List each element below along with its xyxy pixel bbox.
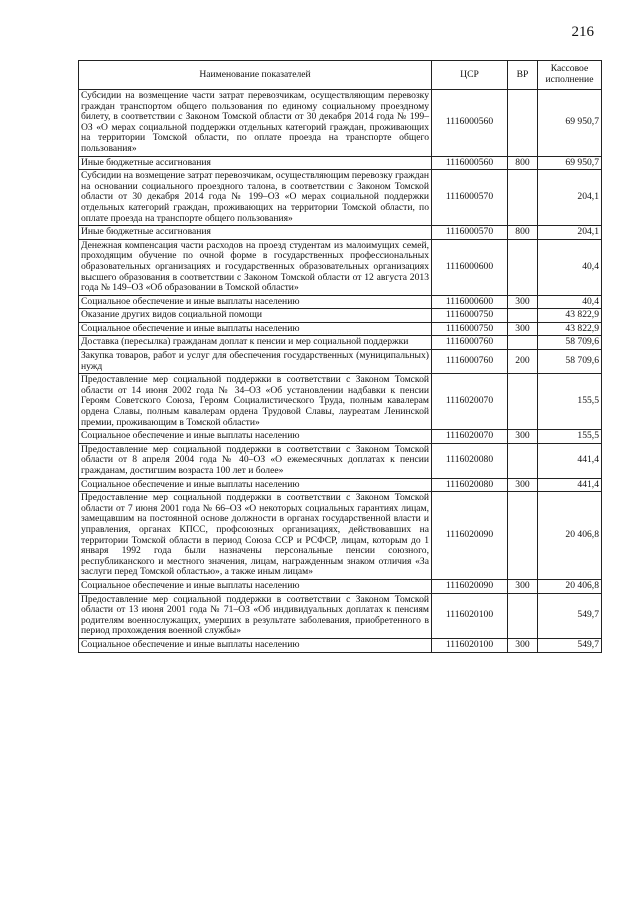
cell-name: Денежная компенсация части расходов на проезд студентам из малоимущих семей, проходящим обучение по очной форме в государственных профессиональных образовательных организациях и государственных образовательных организациях высшего образования в соответствии с Законом Томской области от 12 августа 2013 года № 149–ОЗ «Об образовании в Томской области» — [79, 239, 432, 295]
cell-amount: 20 406,8 — [538, 579, 602, 593]
cell-csr: 1116000600 — [432, 239, 508, 295]
table-row — [79, 309, 602, 323]
cell-vr — [508, 309, 538, 323]
table-row — [79, 430, 602, 444]
cell-amount: 155,5 — [538, 430, 602, 444]
cell-name: Предоставление мер социальной поддержки в соответствии с Законом Томской области от 8 апреля 2004 года № 40–ОЗ «О ежемесячных доплатах к пенсии гражданам, достигшим возраста 100 лет и более» — [79, 443, 432, 478]
cell-name: Социальное обеспечение и иные выплаты населению — [79, 478, 432, 492]
table-row — [79, 492, 602, 580]
cell-name: Доставка (пересылка) гражданам доплат к пенсии и мер социальной поддержки — [79, 336, 432, 350]
cell-amount: 58 709,6 — [538, 350, 602, 374]
cell-name: Социальное обеспечение и иные выплаты населению — [79, 638, 432, 652]
cell-csr: 1116000600 — [432, 295, 508, 309]
cell-vr — [508, 593, 538, 638]
cell-vr: 800 — [508, 156, 538, 170]
cell-name: Иные бюджетные ассигнования — [79, 156, 432, 170]
header-vr: ВР — [508, 61, 538, 90]
header-name: Наименование показателей — [79, 61, 432, 90]
cell-csr: 1116020080 — [432, 478, 508, 492]
table-row — [79, 638, 602, 652]
cell-vr: 300 — [508, 295, 538, 309]
cell-name: Предоставление мер социальной поддержки в соответствии с Законом Томской области от 13 июня 2001 года № 71–ОЗ «Об индивидуальных доплатах к пенсиям родителям военнослужащих, умерших в результате заболевания, приобретенного в период прохождения военной службы» — [79, 593, 432, 638]
cell-name: Социальное обеспечение и иные выплаты населению — [79, 295, 432, 309]
header-amount: Кассовое исполнение — [538, 61, 602, 90]
cell-csr: 1116000750 — [432, 322, 508, 336]
cell-amount: 69 950,7 — [538, 90, 602, 157]
table-row — [79, 90, 602, 157]
page-number: 216 — [571, 24, 594, 40]
cell-name: Оказание других видов социальной помощи — [79, 309, 432, 323]
cell-csr: 1116000560 — [432, 156, 508, 170]
cell-amount: 441,4 — [538, 478, 602, 492]
cell-csr: 1116000570 — [432, 170, 508, 226]
cell-amount: 58 709,6 — [538, 336, 602, 350]
cell-vr — [508, 90, 538, 157]
cell-vr: 300 — [508, 478, 538, 492]
cell-name: Социальное обеспечение и иные выплаты населению — [79, 322, 432, 336]
table-row — [79, 579, 602, 593]
cell-csr: 1116000760 — [432, 336, 508, 350]
table-row — [79, 443, 602, 478]
cell-csr: 1116020090 — [432, 492, 508, 580]
table-row — [79, 478, 602, 492]
cell-amount: 40,4 — [538, 295, 602, 309]
cell-name: Закупка товаров, работ и услуг для обеспечения государственных (муниципальных) нужд — [79, 350, 432, 374]
cell-csr: 1116000760 — [432, 350, 508, 374]
cell-vr — [508, 336, 538, 350]
header-csr: ЦСР — [432, 61, 508, 90]
cell-vr: 300 — [508, 638, 538, 652]
cell-name: Субсидии на возмещение части затрат перевозчикам, осуществляющим перевозку граждан транспортом общего пользования по единому социальному проездному билету, в соответствии с Законом Томской области от 30 декабря 2014 года № 199–ОЗ «О мерах социальной поддержки отдельных категорий граждан, проживающих на территории Томской области, по оплате проезда на транспорте общего пользования» — [79, 90, 432, 157]
table-row — [79, 593, 602, 638]
cell-name: Предоставление мер социальной поддержки в соответствии с Законом Томской области от 7 июня 2001 года № 66–ОЗ «О некоторых социальных гарантиях лицам, замещавшим на постоянной основе должности в органах государственной власти и управления, органах КПСС, профсоюзных организациях, действовавших на территории Томской области в период Союза ССР и РСФСР, лицам, которым до 1 января 1992 года были назначены персональные пенсии союзного, республиканского и местного значения, лицам, награжденным знаком отличия «За заслуги перед Томской областью», а также иным лицам» — [79, 492, 432, 580]
table-row — [79, 350, 602, 374]
cell-csr: 1116020090 — [432, 579, 508, 593]
cell-vr — [508, 239, 538, 295]
cell-vr — [508, 170, 538, 226]
table-row — [79, 322, 602, 336]
cell-vr — [508, 492, 538, 580]
table-row — [79, 374, 602, 430]
budget-execution-table — [78, 60, 602, 653]
cell-vr: 300 — [508, 430, 538, 444]
table-row — [79, 295, 602, 309]
cell-csr: 1116020080 — [432, 443, 508, 478]
cell-csr: 1116020070 — [432, 374, 508, 430]
cell-amount: 43 822,9 — [538, 309, 602, 323]
cell-amount: 549,7 — [538, 593, 602, 638]
cell-amount: 155,5 — [538, 374, 602, 430]
cell-vr: 300 — [508, 322, 538, 336]
cell-amount: 204,1 — [538, 170, 602, 226]
table-row — [79, 170, 602, 226]
cell-vr: 200 — [508, 350, 538, 374]
cell-vr: 300 — [508, 579, 538, 593]
cell-amount: 43 822,9 — [538, 322, 602, 336]
cell-csr: 1116000750 — [432, 309, 508, 323]
cell-name: Социальное обеспечение и иные выплаты населению — [79, 579, 432, 593]
cell-name: Социальное обеспечение и иные выплаты населению — [79, 430, 432, 444]
cell-amount: 204,1 — [538, 226, 602, 240]
cell-csr: 1116020100 — [432, 593, 508, 638]
cell-csr: 1116000560 — [432, 90, 508, 157]
cell-vr — [508, 374, 538, 430]
table-row — [79, 156, 602, 170]
cell-name: Субсидии на возмещение затрат перевозчикам, осуществляющим перевозку граждан на основании социального проездного талона, в соответствии с Законом Томской области от 30 декабря 2014 года № 199–ОЗ «О мерах социальной поддержки отдельных категорий граждан, проживающих на территории Томской области, по оплате проезда на транспорте общего пользования» — [79, 170, 432, 226]
cell-vr — [508, 443, 538, 478]
cell-csr: 1116000570 — [432, 226, 508, 240]
table-row — [79, 336, 602, 350]
cell-amount: 549,7 — [538, 638, 602, 652]
table-row — [79, 239, 602, 295]
cell-name: Предоставление мер социальной поддержки в соответствии с Законом Томской области от 14 июня 2002 года № 34–ОЗ «Об установлении надбавки к пенсии Героям Советского Союза, Героям Социалистического Труда, полным кавалерам ордена Славы, полным кавалерам ордена Трудовой Славы, лауреатам Ленинской премии, проживающим в Томской области» — [79, 374, 432, 430]
cell-name: Иные бюджетные ассигнования — [79, 226, 432, 240]
cell-csr: 1116020070 — [432, 430, 508, 444]
cell-vr: 800 — [508, 226, 538, 240]
cell-amount: 69 950,7 — [538, 156, 602, 170]
cell-amount: 441,4 — [538, 443, 602, 478]
table-row — [79, 226, 602, 240]
cell-amount: 40,4 — [538, 239, 602, 295]
cell-csr: 1116020100 — [432, 638, 508, 652]
table-header-row — [79, 61, 602, 90]
cell-amount: 20 406,8 — [538, 492, 602, 580]
